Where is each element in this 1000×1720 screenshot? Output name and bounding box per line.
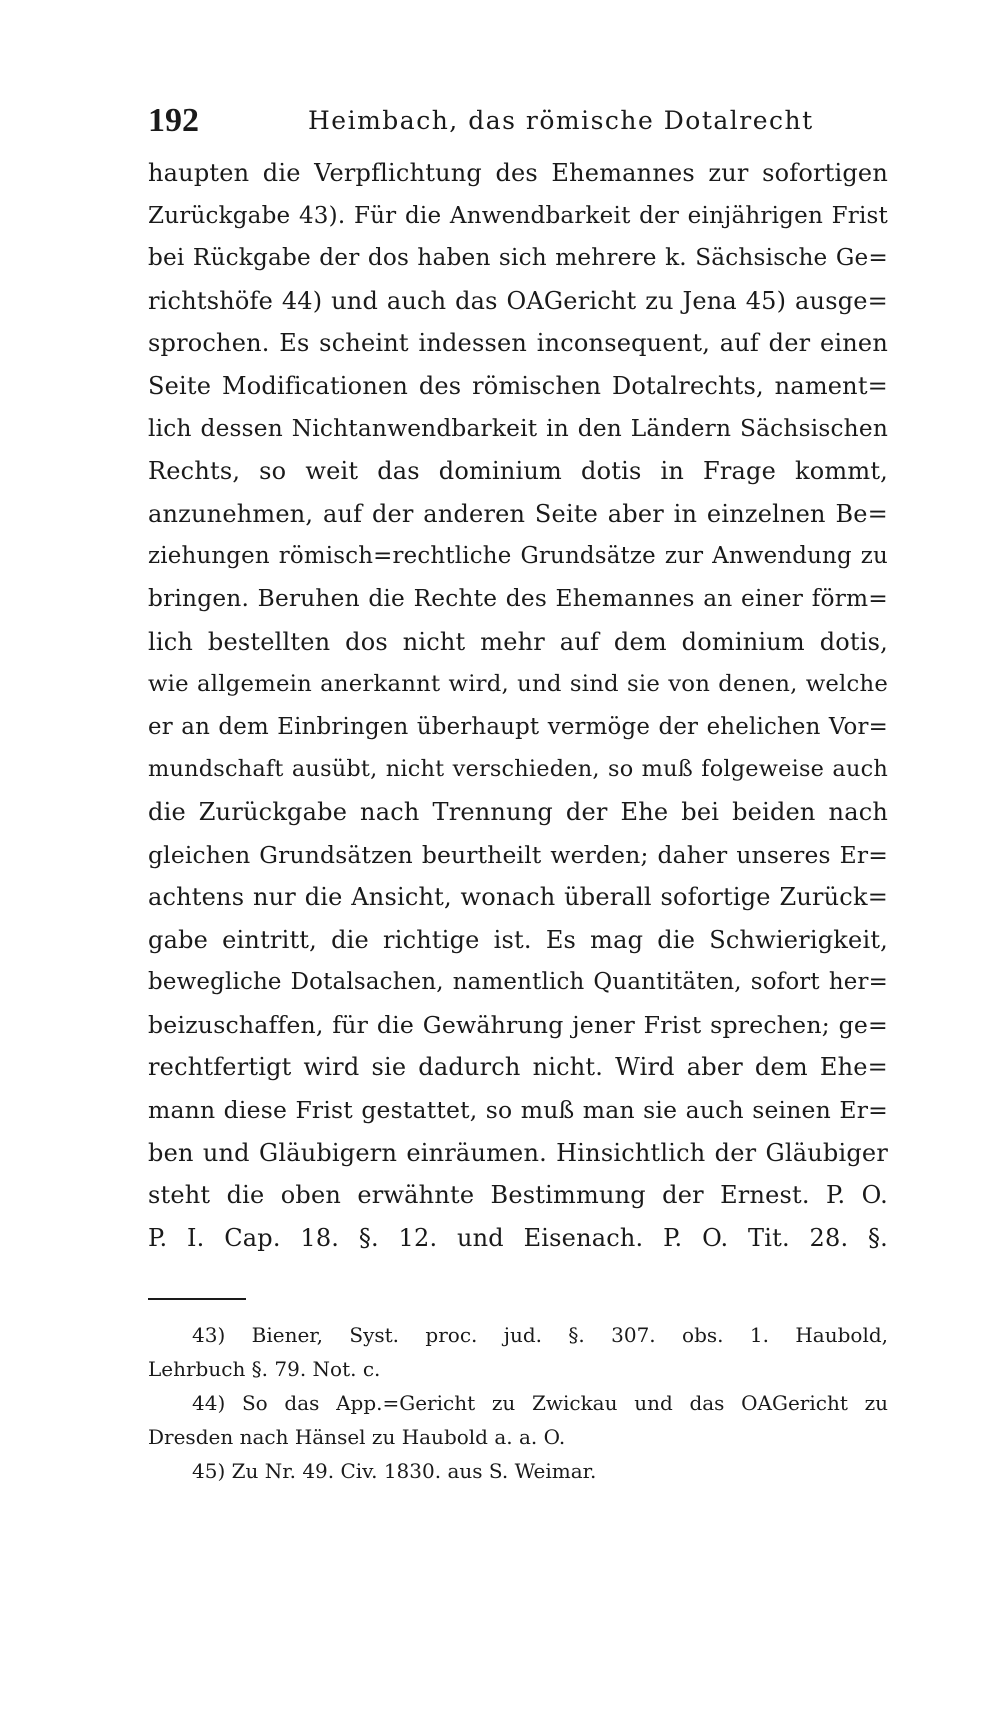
text-line: wie allgemein anerkannt wird, und sind sie von denen, welche: [148, 671, 888, 698]
footnotes: [148, 1318, 888, 1488]
text-line: achtens nur die Ansicht, wonach überall sofortige Zurück=: [148, 883, 888, 912]
text-line: P. I. Cap. 18. §. 12. und Eisenach. P. O. Tit. 28. §.: [148, 1223, 888, 1252]
page-header: [148, 96, 888, 146]
footnote-line: 45) Zu Nr. 49. Civ. 1830. aus S. Weimar.: [192, 1459, 597, 1483]
text-line: Zurückgabe 43). Für die Anwendbarkeit der einjährigen Frist: [148, 202, 888, 229]
text-line: richtshöfe 44) und auch das OAGericht zu Jena 45) ausge=: [148, 286, 888, 315]
text-line: haupten die Verpflichtung des Ehemannes zur sofortigen: [148, 159, 888, 187]
text-line: steht die oben erwähnte Bestimmung der Ernest. P. O.: [148, 1181, 888, 1210]
footnote-line: Dresden nach Hänsel zu Haubold a. a. O.: [148, 1425, 566, 1449]
text-line: beizuschaffen, für die Gewährung jener Frist sprechen; ge=: [148, 1010, 888, 1039]
text-line: sprochen. Es scheint indessen inconsequent, auf der einen: [148, 329, 888, 358]
text-line: gabe eintritt, die richtige ist. Es mag die Schwierigkeit,: [148, 925, 888, 954]
footnote-divider: [148, 1298, 246, 1300]
text-line: er an dem Einbringen überhaupt vermöge der ehelichen Vor=: [148, 713, 888, 740]
running-head: Heimbach, das römische Dotalrecht: [308, 106, 814, 135]
text-line: bringen. Beruhen die Rechte des Ehemannes an einer förm=: [148, 584, 888, 612]
page-number: 192: [148, 102, 199, 139]
text-line: rechtfertigt wird sie dadurch nicht. Wird aber dem Ehe=: [148, 1053, 888, 1082]
text-line: mundschaft ausübt, nicht verschieden, so muß folgeweise auch: [148, 756, 888, 783]
text-line: anzunehmen, auf der anderen Seite aber in einzelnen Be=: [148, 499, 888, 528]
footnote-line: Lehrbuch §. 79. Not. c.: [148, 1357, 381, 1381]
text-line: ben und Gläubigern einräumen. Hinsichtlich der Gläubiger: [148, 1138, 888, 1167]
footnote-line: 44) So das App.=Gericht zu Zwickau und das OAGericht zu: [192, 1391, 888, 1415]
text-line: bei Rückgabe der dos haben sich mehrere k. Sächsische Ge=: [148, 245, 888, 272]
text-line: die Zurückgabe nach Trennung der Ehe bei beiden nach: [148, 797, 888, 826]
text-line: ziehungen römisch=rechtliche Grundsätze zur Anwendung zu: [148, 543, 888, 570]
text-line: lich dessen Nichtanwendbarkeit in den Ländern Sächsischen: [148, 414, 888, 442]
text-line: Seite Modificationen des römischen Dotalrechts, nament=: [148, 371, 888, 400]
footnote-line: 43) Biener, Syst. proc. jud. §. 307. obs. 1. Haubold,: [192, 1323, 888, 1347]
text-line: bewegliche Dotalsachen, namentlich Quantitäten, sofort her=: [148, 969, 888, 996]
text-line: Rechts, so weit das dominium dotis in Frage kommt,: [148, 457, 888, 486]
body-text: [148, 152, 888, 1259]
text-line: lich bestellten dos nicht mehr auf dem dominium dotis,: [148, 627, 888, 656]
text-line: gleichen Grundsätzen beurtheilt werden; daher unseres Er=: [148, 840, 888, 869]
text-line: mann diese Frist gestattet, so muß man sie auch seinen Er=: [148, 1096, 888, 1125]
